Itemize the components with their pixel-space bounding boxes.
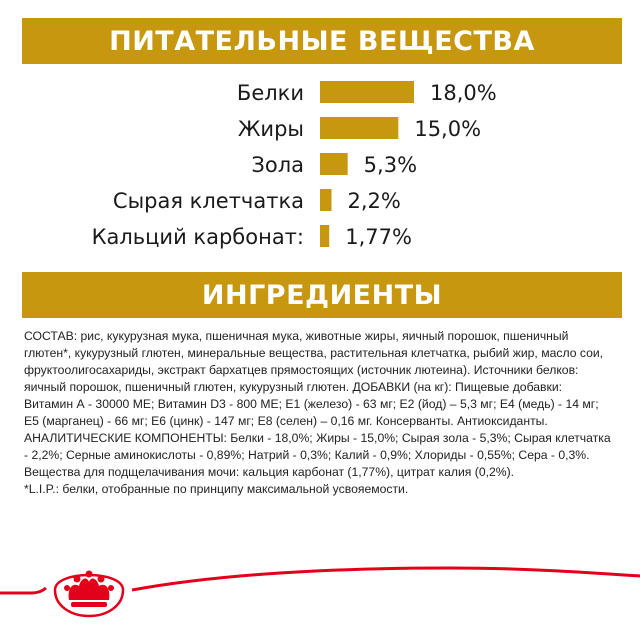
bar-value-label: 5,3%	[363, 153, 418, 177]
footer-decoration	[0, 560, 640, 630]
bar	[320, 189, 331, 211]
bar	[320, 81, 414, 103]
urine-note: Вещества для подщелачивания мочи: кальция карбонат (1,77%), цитрат калия (0,2%).	[24, 465, 515, 479]
bar-category-label: Жиры	[237, 117, 304, 141]
nutrients-chart-svg	[0, 78, 640, 258]
lip-note: *L.I.P.: белки, отобранные по принципу максимальной усвояемости.	[24, 482, 409, 496]
bar	[320, 153, 348, 175]
bar-category-label: Белки	[236, 81, 304, 105]
bar	[320, 117, 398, 139]
bar-category-label: Зола	[251, 153, 304, 177]
composition-text: СОСТАВ: рис, кукурузная мука, пшеничная мука, животные жиры, яичный порошок, пшеничный глютен*, кукурузный глютен, минеральные вещества, растительная клетчатка, рыбий жир, масло сои, фруктоолигосахариды, экстракт бархатцев прямостоящих (источник лютеина). Источники белков: яичный порошок, пшеничный глютен, кукурузный глютен. ДОБАВКИ (на кг): Пищевые добавки: Витамин А - 30000 МЕ; Витамин D3 - 800 МЕ; Е1 (железо) - 63 мг; Е2 (йод) – 5,3 мг; Е4 (медь) - 14 мг; Е5 (марганец) - 66 мг; Е6 (цинк) - 147 мг; Е8 (селен) – 0,16 мг. Консерванты. Антиоксиданты. АНАЛИТИЧЕСКИЕ КОМПОНЕНТЫ: Белки - 18,0%; Жиры - 15,0%; Сырая зола - 5,3%; Сырая клетчатка - 2,2%; Серные аминокислоты - 0,89%; Натрий - 0,3%; Калий - 0,9%; Хлориды - 0,55%; Сера - 0,3%.	[24, 329, 611, 462]
footer-right-red-curve	[132, 568, 640, 590]
bar-category-label: Сырая клетчатка	[112, 189, 304, 213]
bar-category-label: Кальций карбонат:	[91, 225, 304, 249]
bar-value-label: 15,0%	[414, 117, 482, 141]
bar-value-label: 1,77%	[345, 225, 412, 249]
royal-canin-crown-logo-icon	[55, 571, 123, 617]
footer	[0, 560, 640, 630]
bar	[320, 225, 329, 247]
nutrients-banner	[22, 18, 622, 64]
ingredients-text-block	[24, 328, 614, 498]
ingredients-title: ИНГРЕДИЕНТЫ	[201, 279, 443, 311]
ingredients-banner	[22, 272, 622, 318]
footer-left-red-line	[0, 588, 46, 593]
bar-value-label: 18,0%	[430, 81, 497, 105]
nutrients-title: ПИТАТЕЛЬНЫЕ ВЕЩЕСТВА	[109, 25, 535, 57]
bar-value-label: 2,2%	[347, 189, 401, 213]
nutrients-bar-chart	[0, 78, 640, 258]
